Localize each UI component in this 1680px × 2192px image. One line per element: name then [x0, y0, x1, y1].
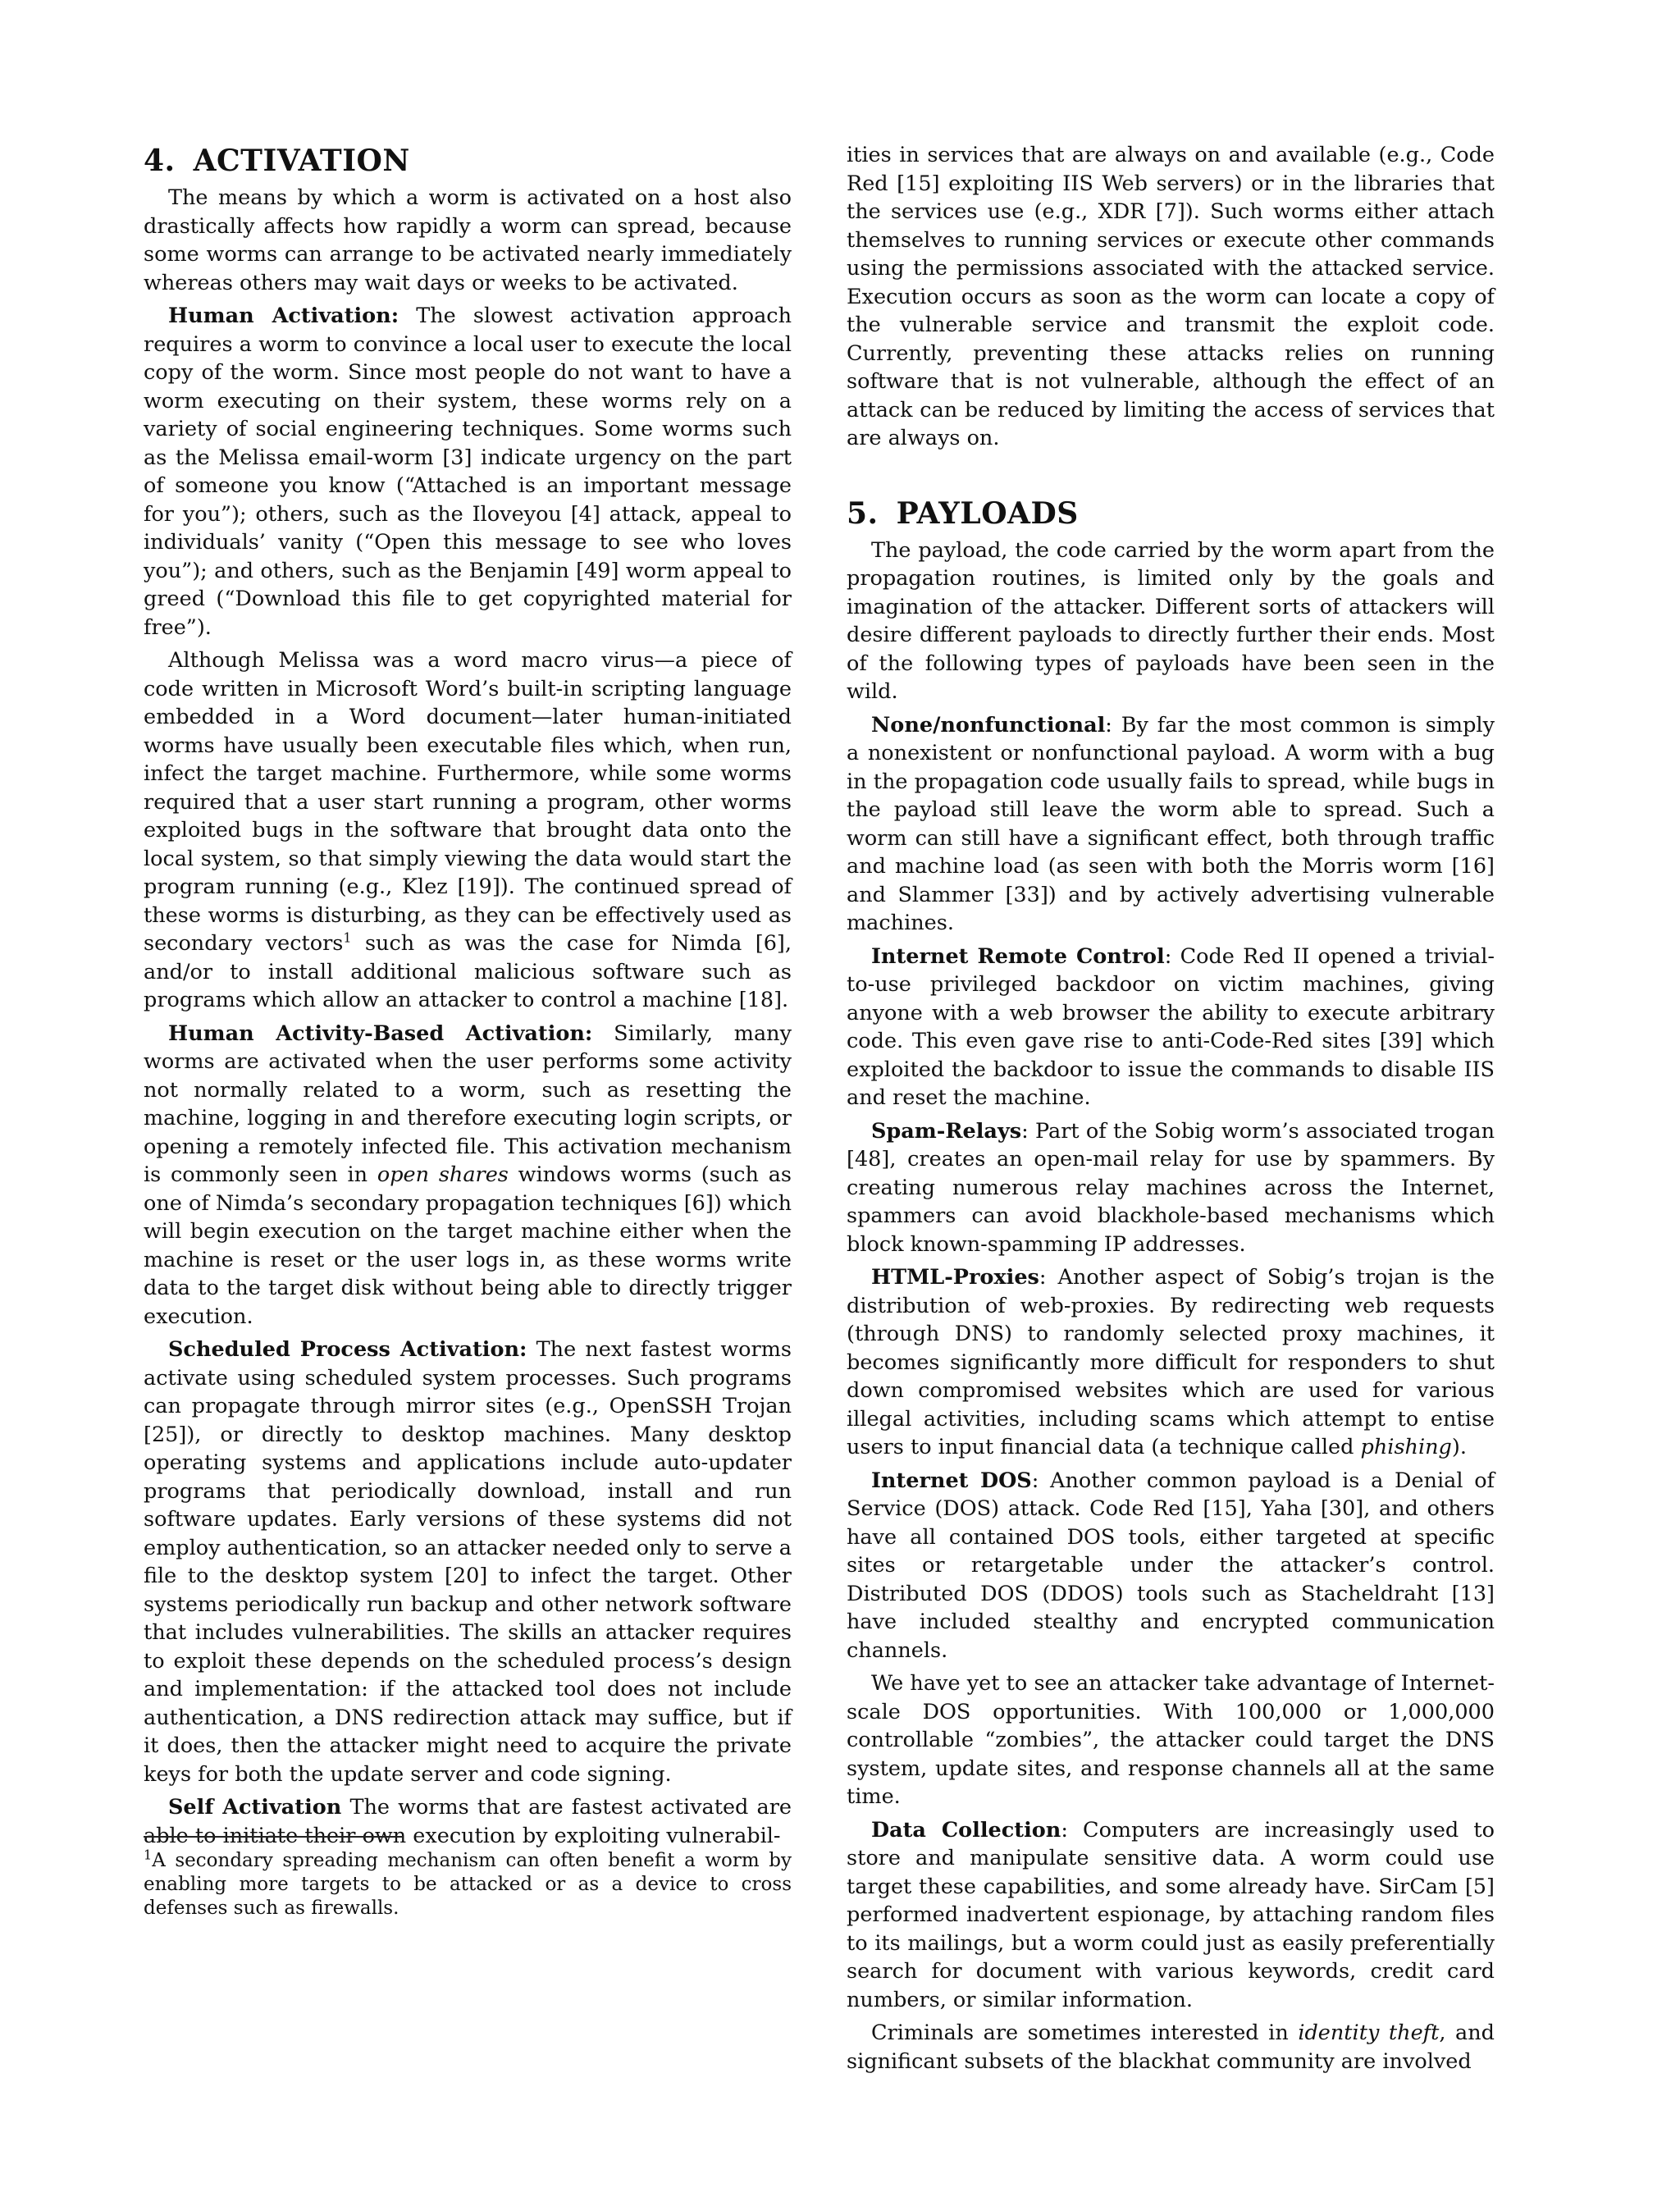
paragraph-text: The slowest activation approach requires a worm to convince a local user to execute the local copy of the worm. Since most people do not want to have a worm executing on their system, these worms rely on a variety of social engineering techniques. Some worms such as the Melissa email-worm [3] indicate urgency on the part of someone you know (“Attached is an important message for you”); others, such as the Iloveyou [4] attack, appeal to individuals’ vanity (“Open this message to see who loves you”); and others, such as the Benjamin [49] worm appeal to greed (“Download this file to get copyrighted material for free”). — [144, 304, 792, 640]
right-column — [847, 141, 1495, 2080]
emphasis-text: phishing — [1360, 1435, 1452, 1459]
run-in-heading: Internet Remote Control — [871, 943, 1165, 969]
paragraph-text: Similarly, many worms are activated when the user performs some activity not normally related to a worm, such as resetting the machine, logging in and therefore executing login scripts, or opening a remotely infected file. This activation mechanism is commonly seen in — [144, 1021, 792, 1187]
run-in-heading: None/nonfunctional — [871, 712, 1106, 738]
paragraph-text: The worms that are fastest activated are able to initiate their own execution by exploiting vulnerabil- — [144, 1795, 792, 1848]
paragraph-text: : Computers are increasingly used to store and manipulate sensitive data. A worm could use target these capabilities, and some already have. SirCam [5] performed inadvertent espionage, by attaching random files to its mailings, but a worm could just as easily preferentially search for document with various keywords, credit card numbers, or similar information. — [847, 1817, 1495, 2012]
footnote — [144, 1849, 792, 1920]
emphasis-text: open shares — [377, 1162, 509, 1187]
run-in-heading: Human Activation: — [168, 304, 399, 328]
footnote-text: A secondary spreading mechanism can often benefit a worm by enabling more targets to be attacked or as a device to cross defenses such as firewalls. — [144, 1850, 792, 1919]
section-number: 5. — [847, 495, 879, 531]
paragraph-criminals — [847, 2019, 1495, 2076]
emphasis-text: identity theft — [1298, 2021, 1440, 2045]
section-gap — [847, 458, 1495, 494]
paragraph-text: : By far the most common is simply a nonexistent or nonfunctional payload. A worm with a bug in the propagation code usually fails to spread, while bugs in the payload still leave the worm able to spread. Such a worm can still have a significant effect, both through traffic and machine load (as seen with both the Morris worm [16] and Slammer [33]) and by actively advertising vulnerable machines. — [847, 712, 1495, 935]
section-4-heading — [144, 144, 792, 177]
paragraph-text: Although Melissa was a word macro virus—a piece of code written in Microsoft Word’s built-in scripting language embedded in a Word document—later human-initiated worms have usually been executable files which, when run, infect the target machine. Furthermore, while some worms required that a user start running a program, other worms exploited bugs in the software that brought data onto the local system, so that simply viewing the data would start the program running (e.g., Klez [19]). The continued spread of these worms is disturbing, as they can be effectively used as secondary vectors — [144, 648, 792, 956]
left-column — [144, 141, 792, 1855]
paragraph-text: Criminals are sometimes interested in — [871, 2021, 1299, 2045]
paragraph-html-proxies — [847, 1263, 1495, 1462]
paragraph-self-activation — [144, 1793, 792, 1850]
run-in-heading: Scheduled Process Activation: — [168, 1337, 527, 1362]
run-in-heading: Human Activity-Based Activation: — [168, 1021, 593, 1046]
paragraph-text: , and significant subsets of the blackhat community are involved — [847, 2021, 1495, 2074]
paragraph-melissa — [144, 646, 792, 1015]
footnote-marker: 1 — [343, 929, 352, 946]
paragraph-text: : Another common payload is a Denial of Service (DOS) attack. Code Red [15], Yaha [30], and others have all contained DOS tools, either targeted at specific sites or retargetable under the attacker’s control. Distributed DOS (DDOS) tools such as Stacheldraht [13] have included stealthy and encrypted communication channels. — [847, 1468, 1495, 1663]
section-title: ACTIVATION — [193, 144, 410, 178]
paragraph-internet-dos — [847, 1467, 1495, 1665]
paragraph-text: The next fastest worms activate using scheduled system processes. Such programs can propagate through mirror sites (e.g., OpenSSH Trojan [25]), or directly to desktop machines. Many desktop operating systems and applications include auto-updater programs that periodically download, install and run software updates. Early versions of these systems did not employ authentication, so an attacker needed only to serve a file to the desktop system [20] to infect the target. Other systems periodically run backup and other network software that includes vulnerabilities. The skills an attacker requires to exploit these depends on the scheduled process’s design and implementation: if the attacked tool does not include authentication, a DNS redirection attack may suffice, but if it does, then the attacker might need to acquire the private keys for both the update server and code signing. — [144, 1337, 792, 1787]
paragraph-text: ). — [1451, 1435, 1467, 1459]
paragraph-self-activation-continued: ities in services that are always on and available (e.g., Code Red [15] exploiting IIS Web servers) or in the libraries that the services use (e.g., XDR [7]). Such worms either attach themselves to running services or execute other commands using the permissions associated with the attacked service. Execution occurs as soon as the worm can locate a copy of the vulnerable service and transmit the exploit code. Currently, preventing these attacks relies on running software that is not vulnerable, although the effect of an attack can be reduced by limiting the access of services that are always on. — [847, 143, 1495, 450]
paragraph-spam-relays — [847, 1117, 1495, 1259]
paragraph-activation-intro: The means by which a worm is activated on a host also drastically affects how rapidly a worm can spread, because some worms can arrange to be activated nearly immediately whereas others may wait days or weeks to be activated. — [144, 185, 792, 295]
run-in-heading: Data Collection — [871, 1817, 1061, 1843]
paragraph-human-activity-activation — [144, 1020, 792, 1331]
run-in-heading: Self Activation — [168, 1795, 342, 1820]
paragraph-none-nonfunctional — [847, 711, 1495, 938]
paragraph-payloads-intro: The payload, the code carried by the worm apart from the propagation routines, is limited only by the goals and imagination of the attacker. Different sorts of attackers will desire different payloads to directly further their ends. Most of the following types of payloads have been seen in the wild. — [847, 537, 1495, 704]
paragraph-text: : Code Red II opened a trivial-to-use privileged backdoor on victim machines, giving anyone with a web browser the ability to execute arbitrary code. This even gave rise to anti-Code-Red sites [39] which exploited the backdoor to issue the commands to disable IIS and reset the machine. — [847, 943, 1495, 1110]
paragraph-scheduled-activation — [144, 1336, 792, 1788]
paragraph-text: : Part of the Sobig worm’s associated trogan [48], creates an open-mail relay for use by spammers. By creating numerous relay machines across the Internet, spammers can avoid blackhole-based mechanisms which block known-spamming IP addresses. — [847, 1118, 1495, 1257]
run-in-heading: HTML-Proxies — [871, 1265, 1039, 1290]
section-5-heading — [847, 497, 1495, 530]
paragraph-text: windows worms (such as one of Nimda’s secondary propagation techniques [6]) which will begin execution on the target machine either when the machine is reset or the user logs in, as these worms write data to the target disk without being able to directly trigger execution. — [144, 1162, 792, 1329]
paragraph-text: such as was the case for Nimda [6], and/or to install additional malicious software such as programs which allow an attacker to control a machine [18]. — [144, 931, 792, 1012]
paragraph-human-activation — [144, 302, 792, 642]
run-in-heading: Spam-Relays — [871, 1118, 1022, 1144]
footnote-mark: 1 — [144, 1847, 153, 1863]
footnote-rule — [144, 1836, 402, 1838]
section-title: PAYLOADS — [896, 495, 1079, 531]
run-in-heading: Internet DOS — [871, 1468, 1032, 1493]
paragraph-remote-control — [847, 943, 1495, 1112]
paragraph-text: : Another aspect of Sobig’s trojan is the distribution of web-proxies. By redirecting web requests (through DNS) to randomly selected proxy machines, it becomes significantly more difficult for responders to shut down compromised websites which are used for various illegal activities, including scams which attempt to entise users to input financial data (a technique called — [847, 1265, 1495, 1459]
paragraph-data-collection — [847, 1816, 1495, 2015]
section-number: 4. — [144, 144, 176, 178]
paragraph-dos-scale: We have yet to see an attacker take advantage of Internet-scale DOS opportunities. With 100,000 or 1,000,000 controllable “zombies”, the attacker could target the DNS system, update sites, and response channels all at the same time. — [847, 1671, 1495, 1809]
